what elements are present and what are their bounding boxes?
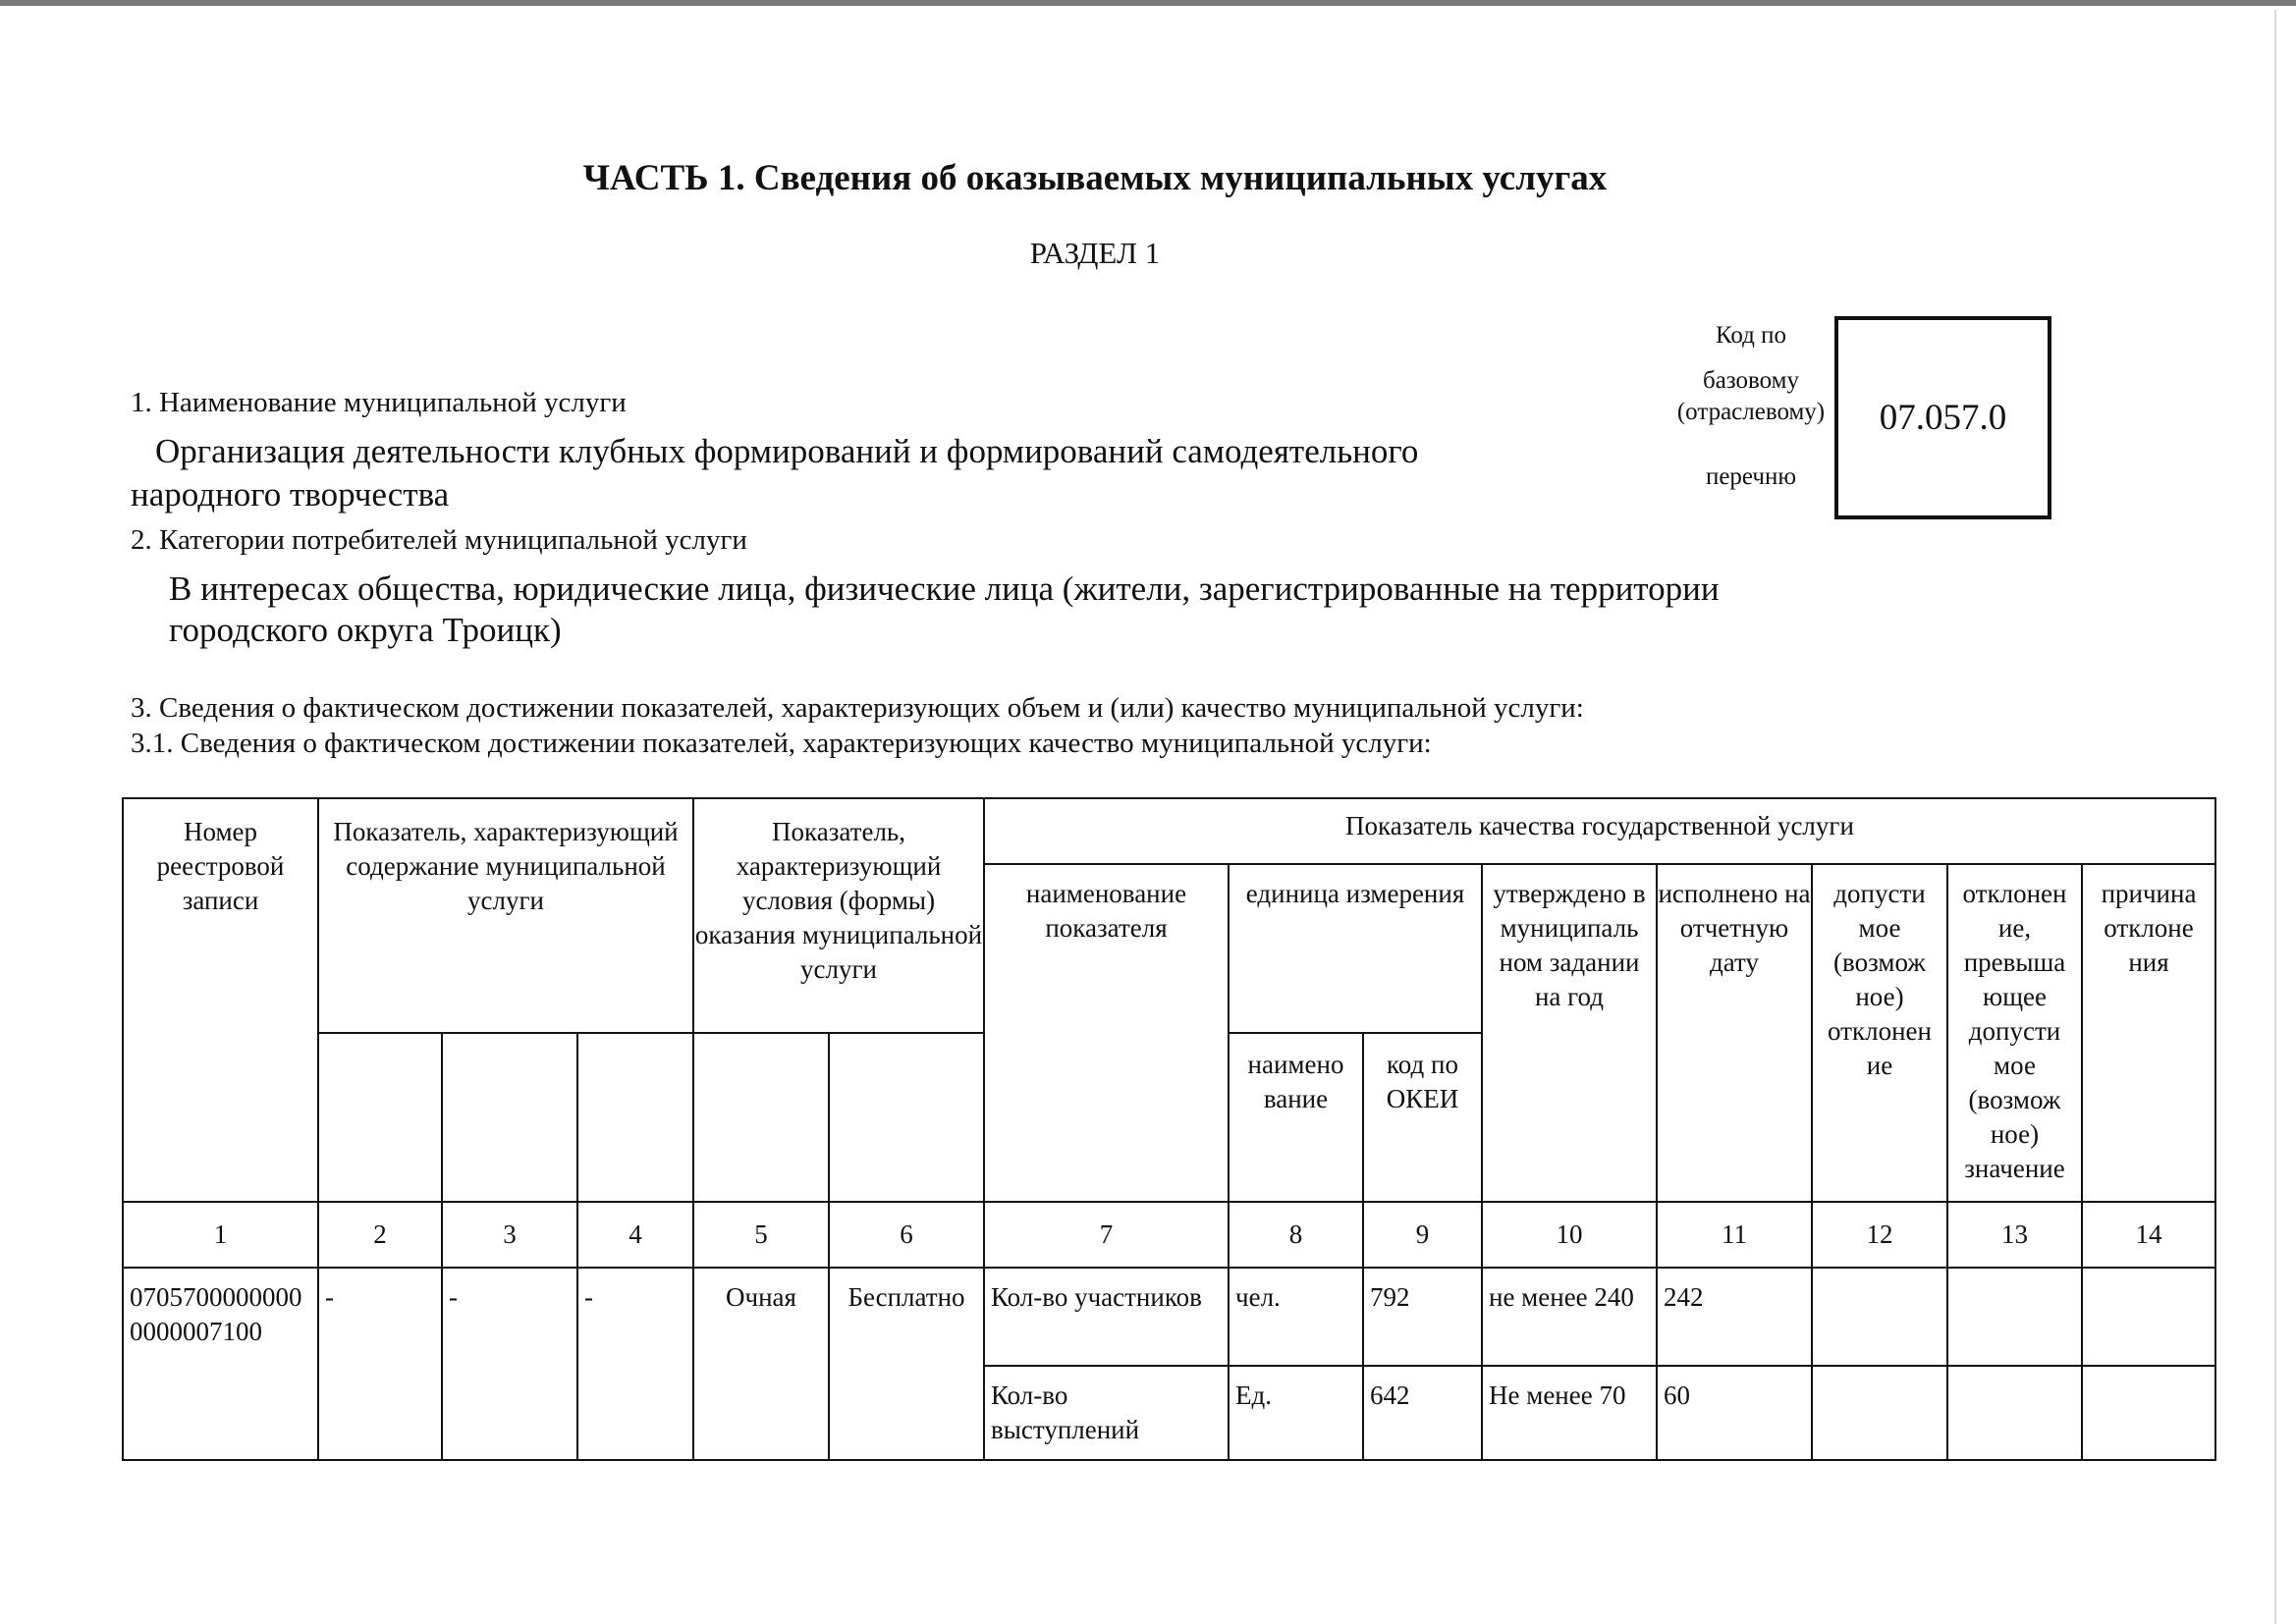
consumer-category-label: 2. Категории потребителей муниципальной услуги xyxy=(131,524,747,556)
column-number: 11 xyxy=(1657,1202,1812,1268)
header-excess-deviation: отклонен ие, превыша ющее допусти мое (возмож ное) значение xyxy=(1947,864,2082,1202)
header-content-sub-3 xyxy=(577,1033,693,1202)
form-cell: Очная xyxy=(693,1268,829,1460)
quality-indicators-heading: 3.1. Сведения о фактическом достижении показателей, характеризующих качество муниципальной услуги: xyxy=(131,728,1432,759)
approved-value-cell: не менее 240 xyxy=(1482,1268,1657,1366)
header-allowed-deviation: допусти мое (возмож ное) отклонен ие xyxy=(1812,864,1947,1202)
header-registry-number: Номер реестровой записи xyxy=(123,798,318,1202)
deviation-reason-cell xyxy=(2082,1268,2215,1366)
header-content-sub-2 xyxy=(442,1033,577,1202)
header-conditions-indicator: Показатель, характеризующий условия (формы) оказания муниципальной услуги xyxy=(693,798,984,1033)
okei-code-cell: 642 xyxy=(1363,1366,1482,1460)
column-number: 5 xyxy=(693,1202,829,1268)
consumer-category-value-1: В интересах общества, юридические лица, физические лица (жители, зарегистрированные на территории xyxy=(169,569,1720,608)
header-conditions-sub-2 xyxy=(829,1033,984,1202)
allowed-deviation-cell xyxy=(1812,1366,1947,1460)
indicator-name-cell: Кол-во участников xyxy=(984,1268,1229,1366)
header-content-sub-1 xyxy=(318,1033,442,1202)
indicators-heading: 3. Сведения о фактическом достижении показателей, характеризующих объем и (или) качество муниципальной услуги: xyxy=(131,692,1584,724)
unit-name-cell: Ед. xyxy=(1229,1366,1363,1460)
approved-value-cell: Не менее 70 xyxy=(1482,1366,1657,1460)
excess-deviation-cell xyxy=(1947,1366,2082,1460)
deviation-reason-cell xyxy=(2082,1366,2215,1460)
column-number: 7 xyxy=(984,1202,1229,1268)
indicator-name-cell: Кол-во выступлений xyxy=(984,1366,1229,1460)
header-unit-name: наимено вание xyxy=(1229,1033,1363,1202)
content-cell-3: - xyxy=(577,1268,693,1460)
column-number: 8 xyxy=(1229,1202,1363,1268)
code-label-line-3: (отраслевому) xyxy=(1676,399,1826,425)
service-name-label: 1. Наименование муниципальной услуги xyxy=(131,387,627,418)
content-cell-1: - xyxy=(318,1268,442,1460)
okei-code-cell: 792 xyxy=(1363,1268,1482,1366)
column-number: 4 xyxy=(577,1202,693,1268)
header-executed: исполнено на отчетную дату xyxy=(1657,864,1812,1202)
column-number: 14 xyxy=(2082,1202,2215,1268)
registry-number-cell: 07057000000000000007100 xyxy=(123,1268,318,1460)
base-list-code-value: 07.057.0 xyxy=(1879,398,2007,438)
code-label-line-4: перечню xyxy=(1705,463,1797,490)
header-deviation-reason: причина отклоне ния xyxy=(2082,864,2215,1202)
scan-right-edge xyxy=(2274,10,2276,1624)
service-name-value-1: Организация деятельности клубных формирований и формирований самодеятельного xyxy=(155,432,1419,470)
allowed-deviation-cell xyxy=(1812,1268,1947,1366)
column-number: 9 xyxy=(1363,1202,1482,1268)
column-number: 10 xyxy=(1482,1202,1657,1268)
column-number: 3 xyxy=(442,1202,577,1268)
content-cell-2: - xyxy=(442,1268,577,1460)
service-name-value-2: народного творчества xyxy=(131,475,450,514)
column-number: 1 xyxy=(123,1202,318,1268)
header-unit: единица измерения xyxy=(1229,864,1482,1033)
payment-cell: Бесплатно xyxy=(829,1268,984,1460)
document-title: ЧАСТЬ 1. Сведения об оказываемых муниципальных услугах xyxy=(582,158,1608,198)
header-quality-indicator: Показатель качества государственной услуги xyxy=(984,798,2215,864)
section-heading: РАЗДЕЛ 1 xyxy=(1029,236,1161,270)
executed-value-cell: 242 xyxy=(1657,1268,1812,1366)
column-number: 6 xyxy=(829,1202,984,1268)
column-number: 12 xyxy=(1812,1202,1947,1268)
executed-value-cell: 60 xyxy=(1657,1366,1812,1460)
base-list-code-box xyxy=(1834,316,2051,519)
header-content-indicator: Показатель, характеризующий содержание муниципальной услуги xyxy=(318,798,693,1033)
code-label-line-2: базовому xyxy=(1702,367,1800,394)
header-conditions-sub-1 xyxy=(693,1033,829,1202)
consumer-category-value-2: городского округа Троицк) xyxy=(169,611,562,649)
code-label-line-1: Код по xyxy=(1715,322,1787,349)
column-number: 13 xyxy=(1947,1202,2082,1268)
quality-indicators-table xyxy=(122,797,2216,1461)
column-number: 2 xyxy=(318,1202,442,1268)
header-approved: утверждено в муниципаль ном задании на год xyxy=(1482,864,1657,1202)
unit-name-cell: чел. xyxy=(1229,1268,1363,1366)
header-indicator-name: наименование показателя xyxy=(984,864,1229,1202)
header-unit-code: код по ОКЕИ xyxy=(1363,1033,1482,1202)
excess-deviation-cell xyxy=(1947,1268,2082,1366)
scan-top-edge xyxy=(0,0,2296,6)
